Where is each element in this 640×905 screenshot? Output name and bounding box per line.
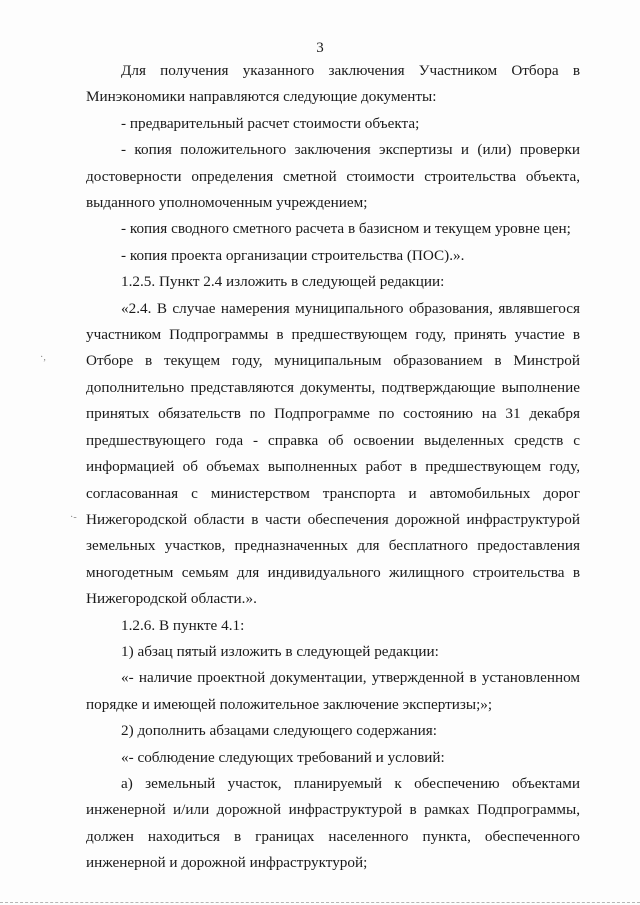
paragraph-1: Для получения указанного заключения Участником Отбора в Минэкономики направляются следующие документы:	[86, 62, 580, 106]
paragraph-3: - копия положительного заключения экспертизы и (или) проверки достоверности определения сметной стоимости строительства объекта, выданного уполномоченным учреждением;	[86, 141, 580, 212]
paragraph-7: «2.4. В случае намерения муниципального образования, являвшегося участником Подпрограммы в предшествующем году, принять участие в Отборе в текущем году, муниципальным образованием в Минстрой дополнительно представляются документы, подтверждающие выполнение принятых обязательств по Подпрограмме по состоянию на 31 декабря предшествующего года - справка об освоении выделенных средств с информацией об объемах выполненных работ в предшествующем году, согласованная с министерством транспорта и автомобильных дорог Нижегородской области в части обеспечения дорожной инфраструктурой земельных участков, предназначенных для бесплатного предоставления многодетным семьям для индивидуального жилищного строительства в Нижегородской области.».	[86, 299, 580, 608]
paragraph-5: - копия проекта организации строительства (ПОС).».	[121, 246, 465, 264]
paragraph-11: 2) дополнить абзацами следующего содержания:	[121, 722, 437, 740]
paragraph-10: «- наличие проектной документации, утвержденной в установленном порядке и имеющей положительное заключение экспертизы;»;	[86, 669, 580, 713]
scan-edge-line	[0, 902, 640, 903]
paragraph-6: 1.2.5. Пункт 2.4 изложить в следующей редакции:	[121, 273, 445, 291]
paragraph-13: а) земельный участок, планируемый к обеспечению объектами инженерной и/или дорожной инфраструктурой в рамках Подпрограммы, должен находиться в границах населенного пункта, обеспеченного инженерной и дорожной инфраструктурой;	[86, 774, 580, 872]
paragraph-8: 1.2.6. В пункте 4.1:	[121, 616, 245, 634]
scan-speck: ·-	[70, 512, 77, 523]
paragraph-4: - копия сводного сметного расчета в базисном и текущем уровне цен;	[121, 220, 571, 238]
paragraph-2: - предварительный расчет стоимости объекта;	[121, 114, 420, 132]
scan-speck: ·,	[40, 352, 46, 363]
document-body	[86, 58, 580, 877]
page-number: 3	[316, 40, 324, 56]
paragraph-12: «- соблюдение следующих требований и условий:	[121, 748, 445, 766]
paragraph-9: 1) абзац пятый изложить в следующей редакции:	[121, 642, 439, 660]
